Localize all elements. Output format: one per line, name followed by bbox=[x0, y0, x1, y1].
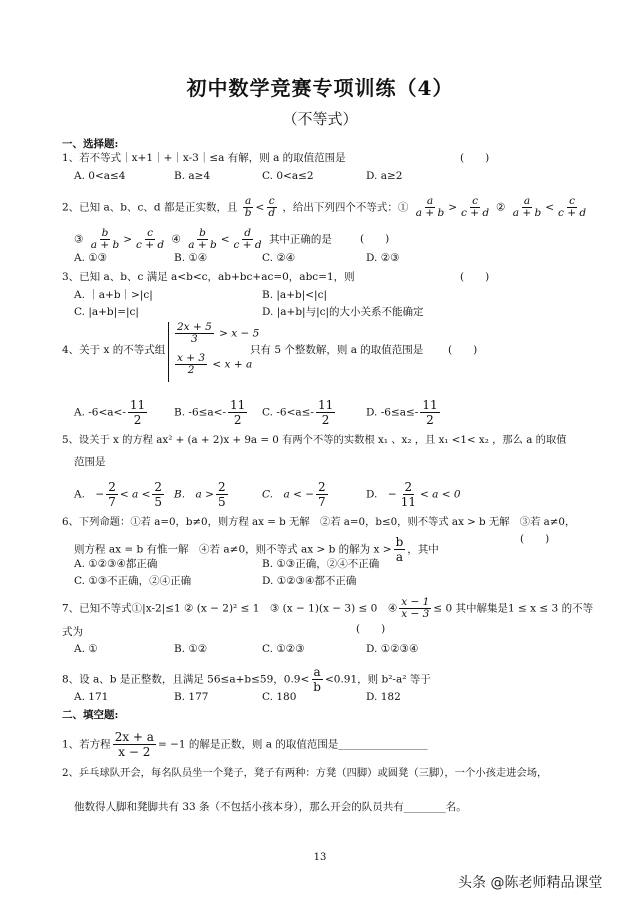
q1-paren: ( ) bbox=[460, 152, 490, 164]
q4-ineq2-rhs: < x + a bbox=[212, 358, 253, 371]
q2-frac-2b: $\frac{c}{c + d}$ bbox=[558, 195, 587, 219]
q6-line2: 则方程 ax = b 有惟一解 ④若 a≠0，则不等式 ax > b 的解为 x > $\frac{b}{a}$ ，其中 bbox=[74, 535, 439, 564]
section-fill-heading: 二、填空题: bbox=[62, 709, 119, 721]
q2-option-c: C. ②④ bbox=[262, 252, 296, 264]
q8-option-c: C. 180 bbox=[262, 691, 297, 703]
q4-option-c: C. -6<a≤- $\frac{11}{2}$ bbox=[262, 398, 334, 427]
section-choice-heading: 一、选择题: bbox=[62, 138, 119, 150]
q3-stem: 3、已知 a、b、c 满足 a<b<c，ab+bc+ac=0，abc=1，则 bbox=[62, 271, 355, 283]
q2-frac-4b: $\frac{d}{c + d}$ bbox=[233, 227, 262, 251]
q6-line1: 6、下列命题：①若 a=0，b≠0，则方程 ax = b 无解 ②若 a=0，b≤0，则不等式 ax > b 无解 ③若 a≠0， bbox=[62, 516, 576, 528]
q1-option-a: A. 0<a≤4 bbox=[74, 170, 126, 182]
q7-paren: ( ) bbox=[356, 623, 386, 635]
q5-option-a: A. − $\frac{2}{7}$ < a < $\frac{2}{5}$ bbox=[74, 480, 163, 509]
q8-option-d: D. 182 bbox=[366, 691, 401, 703]
q2-mark-2: ② bbox=[496, 201, 506, 214]
q3-option-a: A. ｜a+b｜>|c| bbox=[74, 289, 153, 301]
q2-frac-3b: $\frac{c}{c + d}$ bbox=[136, 227, 165, 251]
q7-option-d: D. ①②③④ bbox=[366, 643, 419, 655]
fill2-line2: 他数得人脚和凳脚共有 33 条（不包括小孩本身），那么开会的队员共有________名。 bbox=[74, 801, 467, 813]
q4-option-a: A. -6<a<- $\frac{11}{2}$ bbox=[74, 398, 146, 427]
q2-stem: 2、已知 a、b、c、d 都是正实数，且 bbox=[62, 201, 238, 214]
q6-option-b: B. ①③正确，②④不正确 bbox=[262, 558, 380, 570]
q4-stem: 4、关于 x 的不等式组 bbox=[62, 344, 166, 356]
q7-stem-2: 式为 bbox=[62, 626, 83, 638]
q2-frac-3a: $\frac{b}{a + b}$ bbox=[90, 227, 120, 251]
q6-paren: ( ) bbox=[520, 533, 550, 545]
q1-option-d: D. a≥2 bbox=[366, 170, 403, 182]
q5-option-b: B. a > $\frac{2}{5}$ bbox=[174, 480, 226, 509]
q2-line1: 2、已知 a、b、c、d 都是正实数，且 $\frac{a}{b}$ < $\frac{c}{d}$ ，给出下列四个不等式：① $\frac{a}{a + b}$ > $\frac{c}{c + d}$ bbox=[62, 195, 490, 219]
q4-frac-1: $\frac{2x + 5}{3}$ bbox=[177, 321, 212, 345]
q2-option-d: D. ②③ bbox=[366, 252, 400, 264]
q2-mid: ，给出下列四个不等式：① bbox=[282, 201, 409, 214]
q4-option-b: B. -6≤a<- $\frac{11}{2}$ bbox=[174, 398, 246, 427]
q8-line: 8、设 a、b 是正整数，且满足 56≤a+b≤59，0.9< $\frac{a}{b}$ <0.91，则 b²-a² 等于 bbox=[62, 665, 431, 694]
q2-paren: ( ) bbox=[360, 233, 390, 245]
q4-inequality-2 bbox=[173, 353, 259, 376]
q1-stem: 1、若不等式｜x+1｜+｜x-3｜≤a 有解，则 a 的取值范围是 bbox=[62, 152, 346, 164]
q2-frac-c-d: $\frac{c}{d}$ bbox=[268, 195, 276, 219]
q1-option-c: C. 0<a≤2 bbox=[262, 170, 314, 182]
page-subtitle: （不等式） bbox=[282, 110, 358, 128]
q4-ineq1-rhs: > x − 5 bbox=[219, 327, 260, 340]
q5-stem: 5、设关于 x 的方程 ax² + (a + 2)x + 9a = 0 有两个不等的实数根 x₁ 、x₂ ，且 x₁ <1< x₂ ，那么 a 的取值 bbox=[62, 434, 567, 446]
q3-option-d: D. |a+b|与|c|的大小关系不能确定 bbox=[262, 306, 424, 318]
q6-option-a: A. ①②③④都正确 bbox=[74, 558, 158, 570]
fill1-line: 1、若方程 $\frac{2x + a}{x - 2}$ = −1 的解是正数，则 a 的取值范围是_________________ bbox=[62, 730, 428, 759]
q3-paren: ( ) bbox=[460, 271, 490, 283]
q2-frac-2a: $\frac{a}{a + b}$ bbox=[512, 195, 542, 219]
q8-option-b: B. 177 bbox=[174, 691, 209, 703]
q4-option-d: D. -6≤a≤- $\frac{11}{2}$ bbox=[366, 398, 438, 427]
q4-frac-2: $\frac{x + 3}{2}$ bbox=[177, 352, 206, 376]
q7-option-b: B. ①② bbox=[174, 643, 208, 655]
q6-option-c: C. ①③不正确，②④正确 bbox=[74, 575, 192, 587]
q2-option-a: A. ①③ bbox=[74, 252, 108, 264]
q2-line2: ③ $\frac{b}{a + b}$ > $\frac{c}{c + d}$ ④ $\frac{b}{a + b}$ < $\frac{d}{c + d}$ 其中正确的是 bbox=[74, 227, 332, 251]
q5-stem-2: 范围是 bbox=[74, 456, 106, 468]
q2-frac-4a: $\frac{b}{a + b}$ bbox=[188, 227, 217, 251]
page-title: 初中数学竞赛专项训练（4） bbox=[186, 76, 454, 100]
q3-option-b: B. |a+b|<|c| bbox=[262, 289, 327, 301]
q2-mark-3: ③ bbox=[74, 233, 84, 246]
watermark: 头条 @陈老师精品课堂 bbox=[458, 875, 603, 891]
q5-option-d: D. − $\frac{2}{11}$ < a < 0 bbox=[366, 480, 461, 509]
q3-option-c: C. |a+b|=|c| bbox=[74, 306, 139, 318]
q2-frac-1b: $\frac{c}{c + d}$ bbox=[461, 195, 490, 219]
q1-option-b: B. a≥4 bbox=[174, 170, 211, 182]
q2-tail: 其中正确的是 bbox=[268, 233, 332, 246]
q2-option-b: B. ①④ bbox=[174, 252, 208, 264]
q7-option-c: C. ①②③ bbox=[262, 643, 305, 655]
q4-system-brace bbox=[168, 322, 259, 382]
q5-option-c: C. a < − $\frac{2}{7}$ bbox=[262, 480, 326, 509]
q2-mark-4: ④ bbox=[171, 233, 181, 246]
q4-inequality-1 bbox=[173, 322, 259, 345]
fill2-line1: 2、乒乓球队开会，每名队员坐一个凳子，凳子有两种：方凳（四脚）或圆凳（三脚），一个小孩走进会场， bbox=[62, 767, 548, 779]
q2-frac-a-b: $\frac{a}{b}$ bbox=[244, 195, 252, 219]
page-number: 13 bbox=[313, 852, 327, 863]
q6-option-d: D. ①②③④都不正确 bbox=[262, 575, 357, 587]
q8-option-a: A. 171 bbox=[74, 691, 109, 703]
q7-option-a: A. ① bbox=[74, 643, 98, 655]
q7-line1: 7、已知不等式①|x-2|≤1 ② (x − 2)² ≤ 1 ③ (x − 1)(x − 3) ≤ 0 ④ $\frac{x - 1}{x - 3}$ ≤ 0 其中解集是1 ≤ x ≤ 3 的不等 bbox=[62, 596, 594, 620]
q2-ineq2: ② $\frac{a}{a + b}$ < $\frac{c}{c + d}$ bbox=[496, 195, 587, 219]
q4-tail: 只有 5 个整数解，则 a 的取值范围是 bbox=[250, 344, 424, 356]
q4-paren: ( ) bbox=[448, 344, 478, 356]
q2-frac-1a: $\frac{a}{a + b}$ bbox=[415, 195, 445, 219]
